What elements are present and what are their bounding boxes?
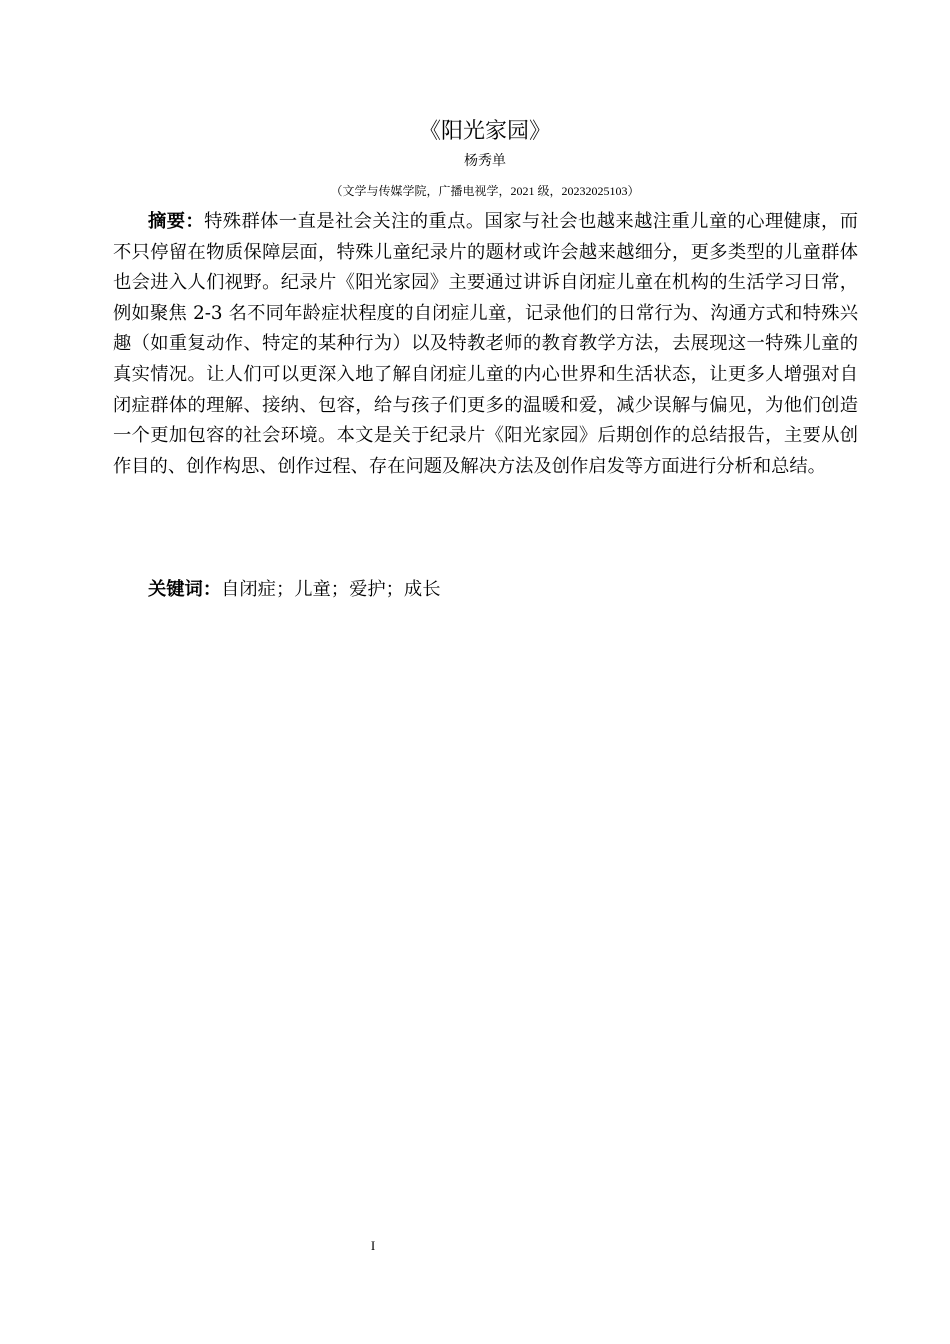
document-title: 《阳光家园》 <box>418 119 551 144</box>
keywords-label: 关键词： <box>148 579 222 600</box>
keywords-paragraph <box>113 575 858 606</box>
abstract-label: 摘要： <box>148 211 205 232</box>
author-affiliation: （文学与传媒学院，广播电视学，2021 级，20232025103） <box>330 184 640 198</box>
keywords-text: 自闭症；儿童；爱护；成长 <box>221 579 441 600</box>
abstract-paragraph <box>113 207 858 482</box>
abstract-text: 特殊群体一直是社会关注的重点。国家与社会也越来越注重儿童的心理健康，而不只停留在物质保障层面，特殊儿童纪录片的题材或许会越来越细分，更多类型的儿童群体也会进入人们视野。纪录片《阳光家园》主要通过讲诉自闭症儿童在机构的生活学习日常，例如聚焦 2-3 名不同年龄症状程度的自闭症儿童，记录他们的日常行为、沟通方式和特殊兴趣（如重复动作、特定的某种行为）以及特教老师的教育教学方法，去展现这一特殊儿童的真实情况。让人们可以更深入地了解自闭症儿童的内心世界和生活状态，让更多人增强对自闭症群体的理解、接纳、包容，给与孩子们更多的温暖和爱，减少误解与偏见，为他们创造一个更加包容的社会环境。本文是关于纪录片《阳光家园》后期创作的总结报告，主要从创作目的、创作构思、创作过程、存在问题及解决方法及创作启发等方面进行分析和总结。 <box>113 211 859 477</box>
author-name: 杨秀单 <box>464 153 506 169</box>
page-number: I <box>370 1238 376 1253</box>
